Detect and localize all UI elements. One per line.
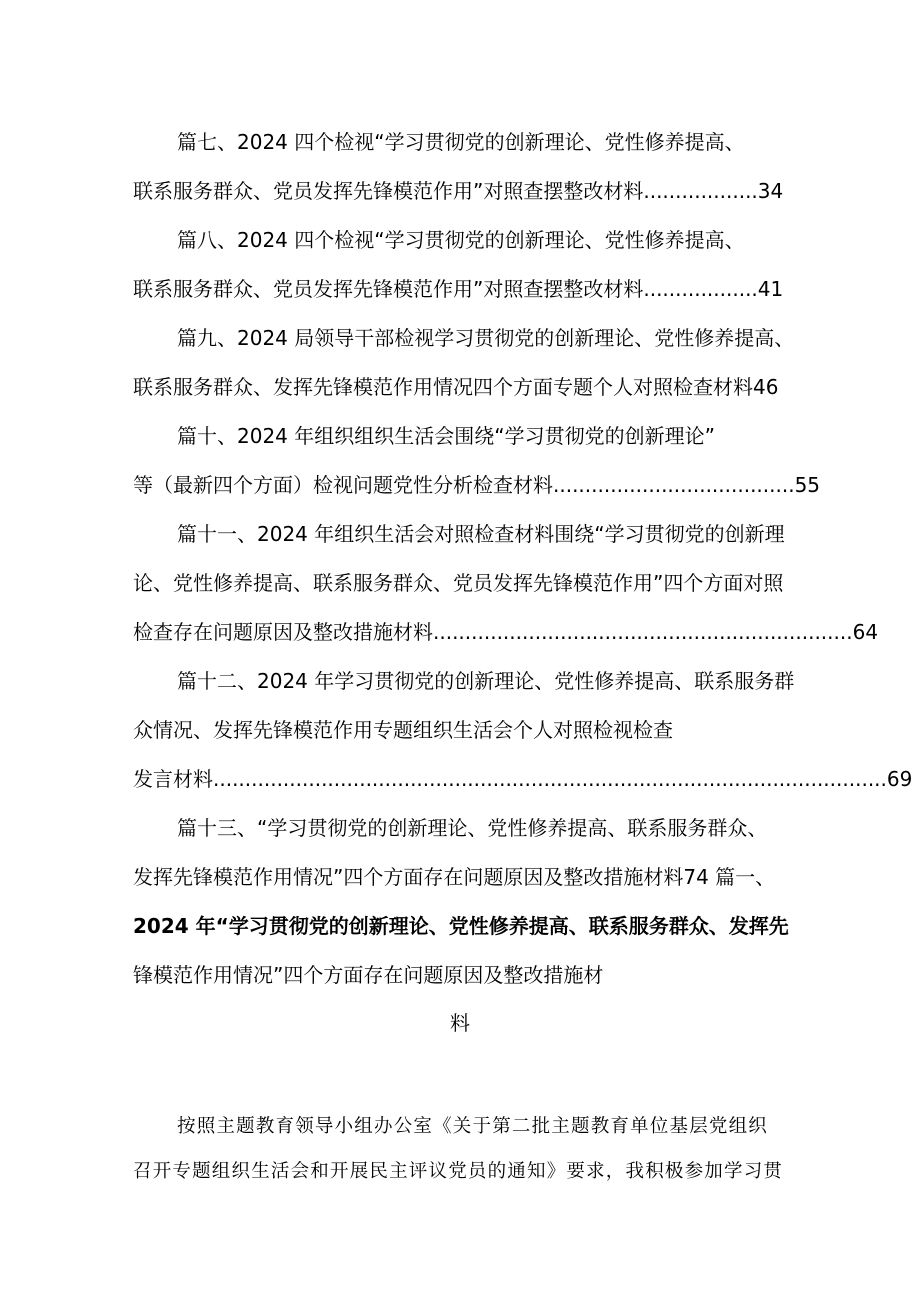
toc-entry-9-line-2[interactable]: 联系服务群众、发挥先锋模范作用情况四个方面专题个人对照检查材料46: [133, 375, 779, 399]
toc-entry-11-line-3[interactable]: 检查存在问题原因及整改措施材料..................................................................64: [133, 620, 879, 644]
toc-entry-12-line-2[interactable]: 众情况、发挥先锋模范作用专题组织生活会个人对照检视检查: [133, 718, 673, 742]
table-of-contents: [133, 118, 913, 1000]
toc-entry-7-line-1[interactable]: 篇七、2024 四个检视“学习贯彻党的创新理论、党性修养提高、: [177, 130, 745, 154]
toc-entry-12-line-3[interactable]: 发言材料..........................................................................................................69: [133, 767, 913, 791]
body-line-1: 按照主题教育领导小组办公室《关于第二批主题教育单位基层党组织: [177, 1116, 769, 1137]
toc-entry-7-line-2[interactable]: 联系服务群众、党员发挥先锋模范作用”对照查摆整改材料..................34: [133, 179, 784, 203]
body-paragraph: [133, 1104, 793, 1194]
toc-entry-9-line-1[interactable]: 篇九、2024 局领导干部检视学习贯彻党的创新理论、党性修养提高、: [177, 326, 795, 350]
toc-entry-13-line-1[interactable]: 篇十三、“学习贯彻党的创新理论、党性修养提高、联系服务群众、: [177, 816, 768, 840]
toc-entry-12-line-1[interactable]: 篇十二、2024 年学习贯彻党的创新理论、党性修养提高、联系服务群: [177, 669, 795, 693]
section-heading-line-2: 锋模范作用情况”四个方面存在问题原因及整改措施材: [133, 963, 604, 987]
section-heading-tail: 料: [450, 1011, 470, 1035]
toc-entry-11-line-1[interactable]: 篇十一、2024 年组织生活会对照检查材料围绕“学习贯彻党的创新理: [177, 522, 785, 546]
toc-entry-10-line-2[interactable]: 等（最新四个方面）检视问题党性分析检查材料......................................55: [133, 473, 821, 497]
toc-entry-8-line-1[interactable]: 篇八、2024 四个检视“学习贯彻党的创新理论、党性修养提高、: [177, 228, 745, 252]
body-line-2: 召开专题组织生活会和开展民主评议党员的通知》要求，我积极参加学习贯: [133, 1161, 784, 1182]
toc-entry-11-line-2[interactable]: 论、党性修养提高、联系服务群众、党员发挥先锋模范作用”四个方面对照: [133, 571, 784, 595]
toc-entry-13-line-2[interactable]: 发挥先锋模范作用情况”四个方面存在问题原因及整改措施材料74 篇一、: [133, 865, 776, 889]
section-heading-line-1: 2024 年“学习贯彻党的创新理论、党性修养提高、联系服务群众、发挥先: [133, 914, 789, 938]
toc-entry-10-line-1[interactable]: 篇十、2024 年组织组织生活会围绕“学习贯彻党的创新理论”: [177, 424, 715, 448]
toc-entry-8-line-2[interactable]: 联系服务群众、党员发挥先锋模范作用”对照查摆整改材料..................41: [133, 277, 784, 301]
